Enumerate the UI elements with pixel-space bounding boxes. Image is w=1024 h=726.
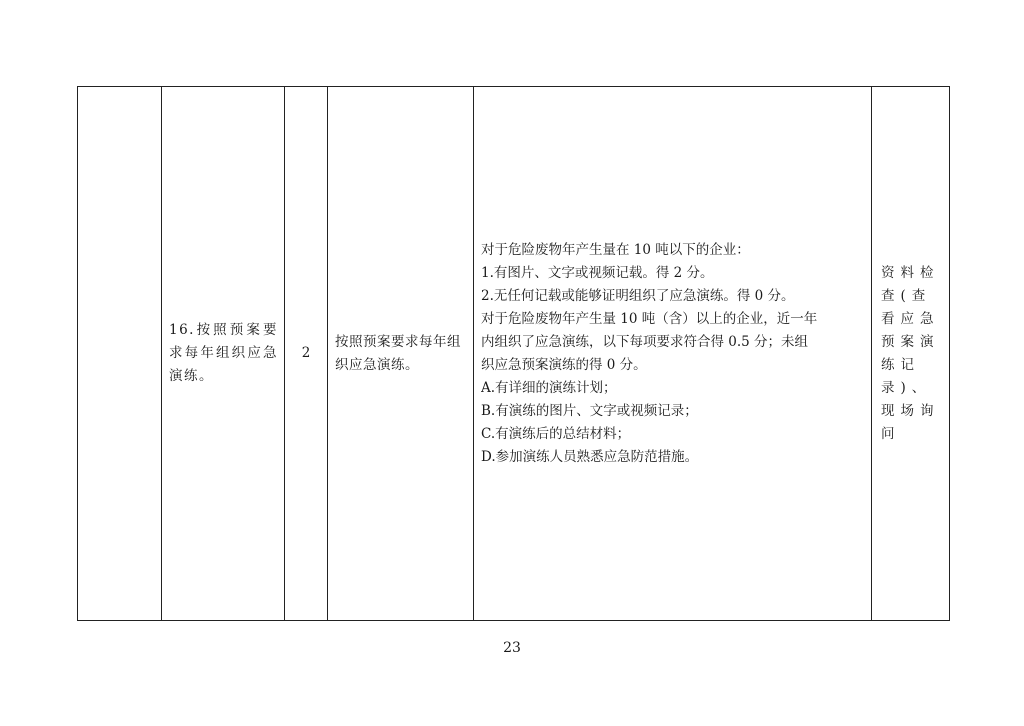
criteria-line: 1.有图片、文字或视频记载。得 2 分。 bbox=[481, 264, 714, 281]
criteria-line: 织应急预案演练的得 0 分。 bbox=[481, 356, 647, 373]
criteria-line: 2.无任何记载或能够证明组织了应急演练。得 0 分。 bbox=[481, 287, 795, 304]
category-cell bbox=[78, 87, 162, 621]
criteria-line: A.有详细的演练计划； bbox=[481, 379, 617, 396]
criteria-line: D.参加演练人员熟悉应急防范措施。 bbox=[481, 448, 699, 465]
criteria-line: B.有演练的图片、文字或视频记录； bbox=[481, 402, 698, 419]
criteria-line: 内组织了应急演练，以下每项要求符合得 0.5 分；未组 bbox=[481, 333, 809, 350]
requirement-cell: 按照预案要求每年组织应急演练。 bbox=[328, 87, 474, 621]
page-number: 23 bbox=[503, 640, 521, 656]
criteria-cell bbox=[474, 87, 872, 621]
criteria-line: 对于危险废物年产生量 10 吨（含）以上的企业，近一年 bbox=[481, 310, 818, 327]
assessment-table bbox=[77, 86, 950, 621]
method-cell: 资料检查(查看应急预案演练记录)、现场询问 bbox=[872, 87, 950, 621]
criteria-line: C.有演练后的总结材料； bbox=[481, 425, 631, 442]
score-cell: 2 bbox=[285, 87, 328, 621]
criteria-line: 对于危险废物年产生量在 10 吨以下的企业： bbox=[481, 241, 750, 258]
item-cell: 16.按照预案要求每年组织应急演练。 bbox=[162, 87, 285, 621]
table-row bbox=[78, 87, 950, 621]
